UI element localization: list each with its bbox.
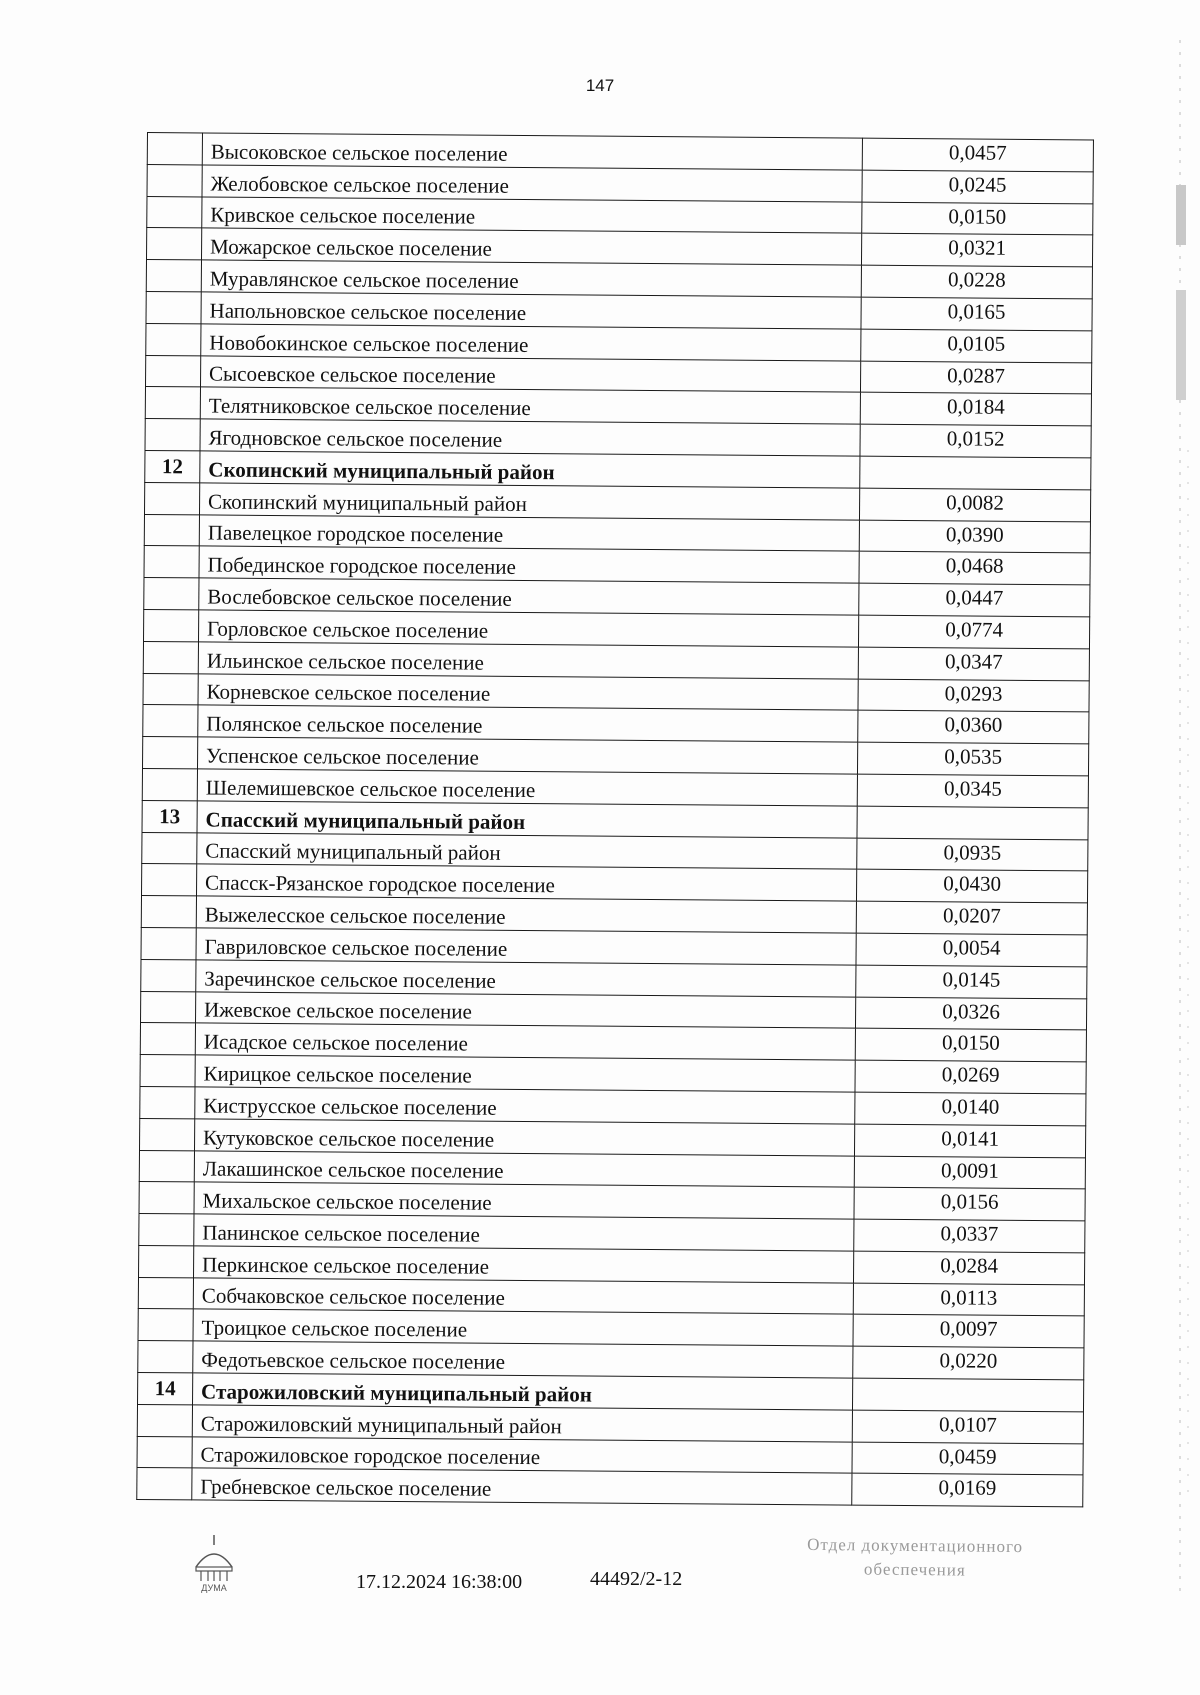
coefficient-cell: 0,0345 (857, 774, 1088, 808)
row-number-cell (145, 387, 200, 419)
coefficient-cell: 0,0245 (862, 170, 1093, 204)
row-number-cell (143, 705, 198, 737)
row-number-cell (146, 228, 201, 260)
page-number: 147 (585, 76, 615, 95)
settlement-name-cell: Спасск-Рязанское городское поселение (197, 864, 857, 901)
row-number-cell (138, 1341, 193, 1373)
coefficient-cell: 0,0107 (852, 1410, 1083, 1444)
coefficient-cell: 0,0430 (856, 869, 1087, 903)
coefficient-cell: 0,0145 (856, 965, 1087, 999)
coefficient-cell: 0,0054 (856, 933, 1087, 967)
row-number-cell: 14 (138, 1373, 193, 1405)
row-number-cell (140, 1055, 195, 1087)
coefficient-cell: 0,0150 (862, 202, 1093, 236)
settlement-name-cell: Телятниковское сельское поселение (200, 387, 860, 424)
settlement-name-cell: Полянское сельское поселение (198, 705, 858, 742)
coefficient-cell: 0,0269 (855, 1060, 1086, 1094)
allocation-table (136, 132, 1094, 1508)
row-number-cell (137, 1404, 192, 1436)
settlement-name-cell: Гребневское сельское поселение (192, 1468, 852, 1505)
coefficient-cell: 0,0284 (853, 1251, 1084, 1285)
row-number-cell (137, 1468, 192, 1500)
department-stamp (770, 1532, 1060, 1583)
coefficient-cell: 0,0082 (859, 488, 1090, 522)
coefficient-cell: 0,0468 (859, 551, 1090, 585)
row-number-cell (141, 896, 196, 928)
row-number-cell (140, 1118, 195, 1150)
stamp-line-2: обеспечения (863, 1559, 966, 1580)
table-body (137, 133, 1094, 1508)
coefficient-cell: 0,0287 (860, 361, 1091, 395)
settlement-name-cell: Заречинское сельское поселение (196, 960, 856, 997)
coefficient-cell: 0,0459 (852, 1442, 1083, 1476)
coefficient-cell: 0,0207 (856, 901, 1087, 935)
row-number-cell (139, 1245, 194, 1277)
coefficient-cell: 0,0390 (859, 520, 1090, 554)
coefficient-cell (857, 806, 1088, 840)
settlement-name-cell: Шелемишевское сельское поселение (197, 769, 857, 806)
row-number-cell (146, 291, 201, 323)
row-number-cell (138, 1309, 193, 1341)
coefficient-cell: 0,0141 (854, 1124, 1085, 1158)
footer-registration-number: 44492/2-12 (590, 1568, 683, 1590)
row-number-cell (147, 196, 202, 228)
row-number-cell (143, 737, 198, 769)
coefficient-cell (860, 456, 1091, 490)
row-number-cell (137, 1436, 192, 1468)
row-number-cell: 12 (145, 450, 200, 482)
row-number-cell (145, 355, 200, 387)
district-name-cell: Скопинский муниципальный район (200, 451, 860, 488)
settlement-name-cell: Вослебовское сельское поселение (199, 578, 859, 615)
settlement-name-cell: Корневское сельское поселение (198, 673, 858, 710)
coefficient-cell: 0,0321 (861, 234, 1092, 268)
row-number-cell (139, 1214, 194, 1246)
row-number-cell (147, 164, 202, 196)
settlement-name-cell: Выжелесское сельское поселение (196, 896, 856, 933)
settlement-name-cell: Михальское сельское поселение (194, 1182, 854, 1219)
row-number-cell (144, 578, 199, 610)
coefficient-cell: 0,0228 (861, 265, 1092, 299)
settlement-name-cell: Горловское сельское поселение (198, 610, 858, 647)
coefficient-cell: 0,0360 (858, 710, 1089, 744)
coefficient-cell: 0,0935 (857, 838, 1088, 872)
settlement-name-cell: Ильинское сельское поселение (198, 642, 858, 679)
row-number-cell (144, 482, 199, 514)
coefficient-cell: 0,0140 (855, 1092, 1086, 1126)
row-number-cell (144, 546, 199, 578)
row-number-cell (141, 991, 196, 1023)
settlement-name-cell: Троицкое сельское поселение (193, 1309, 853, 1346)
settlement-name-cell: Спасский муниципальный район (197, 832, 857, 869)
settlement-name-cell: Сысоевское сельское поселение (200, 356, 860, 393)
settlement-name-cell: Старожиловский муниципальный район (192, 1405, 852, 1442)
settlement-name-cell: Гавриловское сельское поселение (196, 928, 856, 965)
district-name-cell: Старожиловский муниципальный район (193, 1373, 853, 1410)
coefficient-cell: 0,0156 (854, 1187, 1085, 1221)
coefficient-cell: 0,0447 (859, 583, 1090, 617)
row-number-cell (139, 1150, 194, 1182)
row-number-cell (144, 514, 199, 546)
row-number-cell: 13 (142, 800, 197, 832)
row-number-cell (147, 133, 202, 165)
row-number-cell (142, 768, 197, 800)
coefficient-cell: 0,0184 (860, 392, 1091, 426)
coefficient-cell: 0,0105 (861, 329, 1092, 363)
stamp-line-1: Отдел документационного (807, 1534, 1024, 1557)
settlement-name-cell: Павелецкое городское поселение (199, 514, 859, 551)
row-number-cell (144, 609, 199, 641)
coefficient-cell: 0,0337 (854, 1219, 1085, 1253)
settlement-name-cell: Скопинский муниципальный район (199, 483, 859, 520)
settlement-name-cell: Кутуковское сельское поселение (195, 1119, 855, 1156)
row-number-cell (146, 323, 201, 355)
row-number-cell (146, 260, 201, 292)
coefficient-cell: 0,0152 (860, 424, 1091, 458)
allocation-table-wrapper (136, 132, 1093, 1508)
coefficient-cell: 0,0097 (853, 1315, 1084, 1349)
scan-edge-marks (1174, 0, 1196, 1695)
settlement-name-cell: Напольновское сельское поселение (201, 292, 861, 329)
row-number-cell (143, 673, 198, 705)
coefficient-cell: 0,0347 (858, 647, 1089, 681)
settlement-name-cell: Киструсское сельское поселение (195, 1087, 855, 1124)
row-number-cell (140, 1086, 195, 1118)
table-row (137, 1468, 1083, 1507)
coefficient-cell: 0,0457 (862, 138, 1093, 172)
settlement-name-cell: Желобовское сельское поселение (202, 165, 862, 202)
seal-text: ДУМА (201, 1583, 227, 1593)
footer-datetime: 17.12.2024 16:38:00 (356, 1571, 523, 1593)
row-number-cell (142, 832, 197, 864)
district-name-cell: Спасский муниципальный район (197, 801, 857, 838)
settlement-name-cell: Кривское сельское поселение (202, 197, 862, 234)
row-number-cell (139, 1182, 194, 1214)
coefficient-cell: 0,0113 (853, 1283, 1084, 1317)
coefficient-cell: 0,0169 (852, 1474, 1083, 1508)
settlement-name-cell: Кирицкое сельское поселение (195, 1055, 855, 1092)
settlement-name-cell: Успенское сельское поселение (197, 737, 857, 774)
settlement-name-cell: Собчаковское сельское поселение (193, 1278, 853, 1315)
coefficient-cell: 0,0774 (858, 615, 1089, 649)
coefficient-cell: 0,0326 (855, 997, 1086, 1031)
row-number-cell (142, 864, 197, 896)
row-number-cell (140, 1023, 195, 1055)
settlement-name-cell: Высоковское сельское поселение (202, 133, 862, 170)
settlement-name-cell: Исадское сельское поселение (195, 1023, 855, 1060)
settlement-name-cell: Можарское сельское поселение (201, 228, 861, 265)
coefficient-cell: 0,0293 (858, 679, 1089, 713)
row-number-cell (141, 959, 196, 991)
row-number-cell (145, 419, 200, 451)
row-number-cell (141, 927, 196, 959)
settlement-name-cell: Старожиловское городское поселение (192, 1437, 852, 1474)
settlement-name-cell: Муравлянское сельское поселение (201, 260, 861, 297)
coefficient-cell: 0,0091 (854, 1156, 1085, 1190)
settlement-name-cell: Перкинское сельское поселение (194, 1246, 854, 1283)
coefficient-cell: 0,0535 (857, 742, 1088, 776)
settlement-name-cell: Лакашинское сельское поселение (194, 1150, 854, 1187)
settlement-name-cell: Панинское сельское поселение (194, 1214, 854, 1251)
coefficient-cell: 0,0150 (855, 1028, 1086, 1062)
row-number-cell (138, 1277, 193, 1309)
settlement-name-cell: Ягодновское сельское поселение (200, 419, 860, 456)
settlement-name-cell: Федотьевское сельское поселение (193, 1341, 853, 1378)
settlement-name-cell: Новобокинское сельское поселение (201, 324, 861, 361)
settlement-name-cell: Побединское городское поселение (199, 546, 859, 583)
coefficient-cell: 0,0165 (861, 297, 1092, 331)
coefficient-cell: 0,0220 (853, 1346, 1084, 1380)
row-number-cell (143, 641, 198, 673)
coefficient-cell (852, 1378, 1083, 1412)
duma-seal-icon (184, 1533, 244, 1595)
settlement-name-cell: Ижевское сельское поселение (196, 991, 856, 1028)
